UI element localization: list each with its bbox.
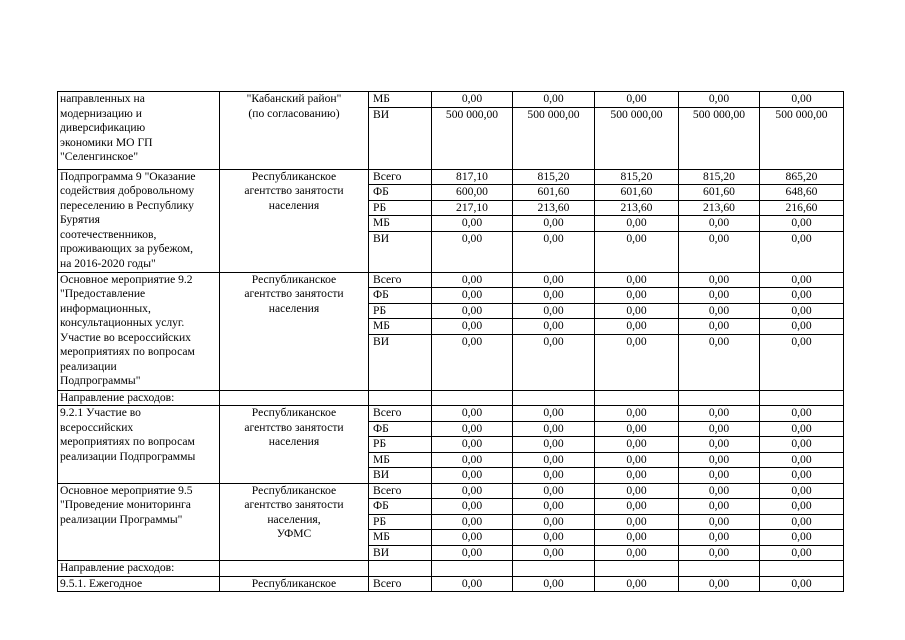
amount-cell: 0,00 <box>679 483 760 499</box>
budget-table <box>57 91 844 592</box>
empty-cell <box>513 561 595 577</box>
activity-name-line: Участие во всероссийских <box>60 330 191 344</box>
table-row <box>58 406 844 422</box>
amount-cell: 0,00 <box>760 576 844 592</box>
executor-line: агентство занятости <box>244 287 344 300</box>
empty-cell <box>513 390 595 406</box>
activity-name-line: проживающих за рубежом, <box>60 242 194 255</box>
amount-cell: 0,00 <box>760 319 844 335</box>
activity-name-cell <box>58 92 220 170</box>
amount-cell: 0,00 <box>760 303 844 319</box>
executor-line: населения, <box>267 512 321 526</box>
amount-cell: 0,00 <box>679 334 760 390</box>
activity-name-line: 9.5.1. Ежегодное <box>60 576 143 590</box>
amount-cell: 0,00 <box>432 452 513 468</box>
amount-cell: 0,00 <box>432 231 513 272</box>
funding-source-cell: ВИ <box>369 545 432 561</box>
funding-source-cell: МБ <box>369 452 432 468</box>
amount-cell: 0,00 <box>679 421 760 437</box>
funding-source-cell: ФБ <box>369 499 432 515</box>
activity-name-line: диверсификацию <box>60 121 146 134</box>
amount-cell: 0,00 <box>760 437 844 453</box>
amount-cell: 0,00 <box>595 92 679 108</box>
amount-cell: 0,00 <box>513 530 595 546</box>
amount-cell: 0,00 <box>432 92 513 108</box>
funding-source-cell: Всего <box>369 483 432 499</box>
funding-source-cell: Всего <box>369 169 432 185</box>
amount-cell: 0,00 <box>679 303 760 319</box>
executor-line: Республиканское <box>251 483 337 497</box>
amount-cell: 0,00 <box>432 303 513 319</box>
funding-source-cell: Всего <box>369 272 432 288</box>
table-row <box>58 576 844 592</box>
amount-cell: 213,60 <box>679 200 760 216</box>
amount-cell: 0,00 <box>513 319 595 335</box>
empty-cell <box>679 390 760 406</box>
amount-cell: 0,00 <box>595 437 679 453</box>
amount-cell: 0,00 <box>679 576 760 592</box>
amount-cell: 0,00 <box>760 288 844 304</box>
amount-cell: 0,00 <box>595 421 679 437</box>
amount-cell: 0,00 <box>432 514 513 530</box>
empty-cell <box>220 561 369 577</box>
amount-cell: 0,00 <box>679 530 760 546</box>
amount-cell: 0,00 <box>679 499 760 515</box>
amount-cell: 0,00 <box>760 406 844 422</box>
amount-cell: 0,00 <box>679 92 760 108</box>
amount-cell: 0,00 <box>513 216 595 232</box>
executor-cell <box>220 406 369 484</box>
amount-cell: 0,00 <box>679 288 760 304</box>
amount-cell: 0,00 <box>760 272 844 288</box>
executor-cell <box>220 483 369 561</box>
empty-cell <box>679 561 760 577</box>
table-row <box>58 92 844 108</box>
amount-cell: 0,00 <box>595 303 679 319</box>
amount-cell: 500 000,00 <box>513 107 595 169</box>
amount-cell: 0,00 <box>760 530 844 546</box>
amount-cell: 0,00 <box>595 514 679 530</box>
amount-cell: 0,00 <box>432 216 513 232</box>
table-row <box>58 272 844 288</box>
amount-cell: 217,10 <box>432 200 513 216</box>
empty-cell <box>432 390 513 406</box>
amount-cell: 0,00 <box>760 421 844 437</box>
executor-line: агентство занятости <box>244 498 344 511</box>
activity-name-line: всероссийских <box>60 420 134 434</box>
executor-cell <box>220 169 369 272</box>
amount-cell: 815,20 <box>513 169 595 185</box>
activity-name-line: направленных на <box>60 92 145 105</box>
amount-cell: 601,60 <box>679 185 760 201</box>
executor-line: УФМС <box>276 527 312 540</box>
funding-source-cell: МБ <box>369 92 432 108</box>
executor-cell <box>220 272 369 390</box>
empty-cell <box>220 390 369 406</box>
activity-name-cell <box>58 406 220 484</box>
amount-cell: 0,00 <box>595 406 679 422</box>
amount-cell: 0,00 <box>432 483 513 499</box>
executor-line: Республиканское <box>251 406 337 419</box>
activity-name-line: экономики МО ГП <box>60 135 153 149</box>
funding-source-cell: ВИ <box>369 334 432 390</box>
amount-cell: 0,00 <box>513 288 595 304</box>
executor-line: агентство занятости <box>244 420 344 434</box>
funding-source-cell: МБ <box>369 530 432 546</box>
amount-cell: 0,00 <box>760 499 844 515</box>
executor-line: населения <box>268 301 320 315</box>
activity-name-line: на 2016-2020 годы" <box>60 256 156 270</box>
executor-line: населения <box>268 198 320 212</box>
direction-row <box>58 561 844 577</box>
amount-cell: 0,00 <box>513 437 595 453</box>
amount-cell: 600,00 <box>432 185 513 201</box>
executor-line: агентство занятости <box>244 184 344 197</box>
amount-cell: 213,60 <box>595 200 679 216</box>
direction-row <box>58 390 844 406</box>
activity-name-line: мероприятиях по вопросам <box>60 345 195 358</box>
amount-cell: 0,00 <box>595 576 679 592</box>
amount-cell: 0,00 <box>595 483 679 499</box>
amount-cell: 0,00 <box>679 319 760 335</box>
amount-cell: 0,00 <box>595 530 679 546</box>
amount-cell: 0,00 <box>595 468 679 484</box>
amount-cell: 0,00 <box>679 514 760 530</box>
amount-cell: 0,00 <box>595 334 679 390</box>
amount-cell: 0,00 <box>679 406 760 422</box>
empty-cell <box>760 561 844 577</box>
activity-name-cell <box>58 483 220 561</box>
executor-cell <box>220 576 369 592</box>
activity-name-line: "Селенгинское" <box>60 150 139 163</box>
table-row <box>58 169 844 185</box>
amount-cell: 0,00 <box>432 272 513 288</box>
amount-cell: 0,00 <box>760 216 844 232</box>
empty-cell <box>595 561 679 577</box>
amount-cell: 865,20 <box>760 169 844 185</box>
amount-cell: 0,00 <box>679 437 760 453</box>
funding-source-cell: РБ <box>369 200 432 216</box>
amount-cell: 213,60 <box>513 200 595 216</box>
amount-cell: 500 000,00 <box>760 107 844 169</box>
amount-cell: 0,00 <box>760 452 844 468</box>
amount-cell: 0,00 <box>513 483 595 499</box>
executor-line: (по согласованию) <box>248 106 340 120</box>
amount-cell: 0,00 <box>513 406 595 422</box>
amount-cell: 0,00 <box>513 231 595 272</box>
activity-name-cell <box>58 272 220 390</box>
amount-cell: 216,60 <box>760 200 844 216</box>
amount-cell: 0,00 <box>513 499 595 515</box>
executor-cell <box>220 92 369 170</box>
activity-name-line: содействия добровольному <box>60 184 195 197</box>
empty-cell <box>369 390 432 406</box>
activity-name-line: Бурятия <box>60 213 100 226</box>
activity-name-line: соотечественников, <box>60 227 157 241</box>
activity-name-line: реализации <box>60 359 117 373</box>
amount-cell: 500 000,00 <box>595 107 679 169</box>
amount-cell: 0,00 <box>760 231 844 272</box>
amount-cell: 0,00 <box>513 452 595 468</box>
amount-cell: 0,00 <box>595 216 679 232</box>
amount-cell: 0,00 <box>679 468 760 484</box>
amount-cell: 0,00 <box>760 92 844 108</box>
amount-cell: 0,00 <box>595 231 679 272</box>
amount-cell: 0,00 <box>513 576 595 592</box>
amount-cell: 0,00 <box>432 288 513 304</box>
activity-name-line: "Предоставление <box>60 287 146 300</box>
empty-cell <box>369 561 432 577</box>
amount-cell: 0,00 <box>679 272 760 288</box>
amount-cell: 601,60 <box>595 185 679 201</box>
amount-cell: 0,00 <box>432 421 513 437</box>
amount-cell: 500 000,00 <box>432 107 513 169</box>
executor-line: Республиканское <box>251 272 337 286</box>
funding-source-cell: ФБ <box>369 288 432 304</box>
amount-cell: 0,00 <box>760 545 844 561</box>
activity-name-cell <box>58 169 220 272</box>
amount-cell: 0,00 <box>432 499 513 515</box>
activity-name-line: переселению в Республику <box>60 198 194 212</box>
funding-source-cell: РБ <box>369 514 432 530</box>
funding-source-cell: ВИ <box>369 231 432 272</box>
amount-cell: 0,00 <box>432 468 513 484</box>
funding-source-cell: Всего <box>369 406 432 422</box>
amount-cell: 0,00 <box>432 334 513 390</box>
empty-cell <box>432 561 513 577</box>
direction-label: Направление расходов: <box>58 390 220 406</box>
amount-cell: 0,00 <box>679 452 760 468</box>
funding-source-cell: РБ <box>369 437 432 453</box>
amount-cell: 0,00 <box>432 530 513 546</box>
empty-cell <box>760 390 844 406</box>
amount-cell: 0,00 <box>595 272 679 288</box>
amount-cell: 0,00 <box>595 545 679 561</box>
amount-cell: 0,00 <box>679 216 760 232</box>
amount-cell: 0,00 <box>513 468 595 484</box>
activity-name-line: Основное мероприятие 9.2 <box>60 272 193 286</box>
amount-cell: 0,00 <box>513 92 595 108</box>
funding-source-cell: ФБ <box>369 185 432 201</box>
funding-source-cell: ФБ <box>369 421 432 437</box>
amount-cell: 0,00 <box>760 483 844 499</box>
executor-line: "Кабанский район" <box>246 92 342 105</box>
activity-name-line: "Проведение мониторинга <box>60 498 191 511</box>
executor-line: Республиканское <box>251 169 337 183</box>
activity-name-cell <box>58 576 220 592</box>
executor-line: населения <box>268 435 320 448</box>
amount-cell: 0,00 <box>513 514 595 530</box>
amount-cell: 0,00 <box>513 334 595 390</box>
amount-cell: 0,00 <box>679 545 760 561</box>
amount-cell: 0,00 <box>513 545 595 561</box>
amount-cell: 601,60 <box>513 185 595 201</box>
funding-source-cell: Всего <box>369 576 432 592</box>
amount-cell: 0,00 <box>595 499 679 515</box>
activity-name-line: реализации Подпрограммы <box>60 449 196 463</box>
activity-name-line: Основное мероприятие 9.5 <box>60 483 193 497</box>
activity-name-line: Подпрограммы" <box>60 374 141 387</box>
activity-name-line: консультационных услуг. <box>60 316 185 329</box>
amount-cell: 0,00 <box>760 334 844 390</box>
empty-cell <box>595 390 679 406</box>
funding-source-cell: ВИ <box>369 107 432 169</box>
activity-name-line: мероприятиях по вопросам <box>60 435 195 448</box>
activity-name-line: Подпрограмма 9 "Оказание <box>60 169 196 183</box>
amount-cell: 0,00 <box>595 319 679 335</box>
activity-name-line: реализации Программы" <box>60 512 183 526</box>
funding-source-cell: РБ <box>369 303 432 319</box>
amount-cell: 0,00 <box>760 468 844 484</box>
amount-cell: 815,20 <box>679 169 760 185</box>
amount-cell: 0,00 <box>513 421 595 437</box>
amount-cell: 0,00 <box>679 231 760 272</box>
amount-cell: 0,00 <box>595 452 679 468</box>
amount-cell: 500 000,00 <box>679 107 760 169</box>
amount-cell: 0,00 <box>432 406 513 422</box>
amount-cell: 0,00 <box>513 272 595 288</box>
direction-label: Направление расходов: <box>58 561 220 577</box>
activity-name-line: 9.2.1 Участие во <box>60 406 141 419</box>
amount-cell: 0,00 <box>595 288 679 304</box>
amount-cell: 0,00 <box>760 514 844 530</box>
amount-cell: 0,00 <box>432 319 513 335</box>
amount-cell: 648,60 <box>760 185 844 201</box>
funding-source-cell: МБ <box>369 319 432 335</box>
amount-cell: 0,00 <box>513 303 595 319</box>
table-row <box>58 483 844 499</box>
funding-source-cell: МБ <box>369 216 432 232</box>
amount-cell: 0,00 <box>432 545 513 561</box>
amount-cell: 0,00 <box>432 576 513 592</box>
activity-name-line: модернизацию и <box>60 106 142 120</box>
activity-name-line: информационных, <box>60 301 151 315</box>
amount-cell: 815,20 <box>595 169 679 185</box>
amount-cell: 817,10 <box>432 169 513 185</box>
amount-cell: 0,00 <box>432 437 513 453</box>
funding-source-cell: ВИ <box>369 468 432 484</box>
executor-line: Республиканское <box>251 576 337 590</box>
